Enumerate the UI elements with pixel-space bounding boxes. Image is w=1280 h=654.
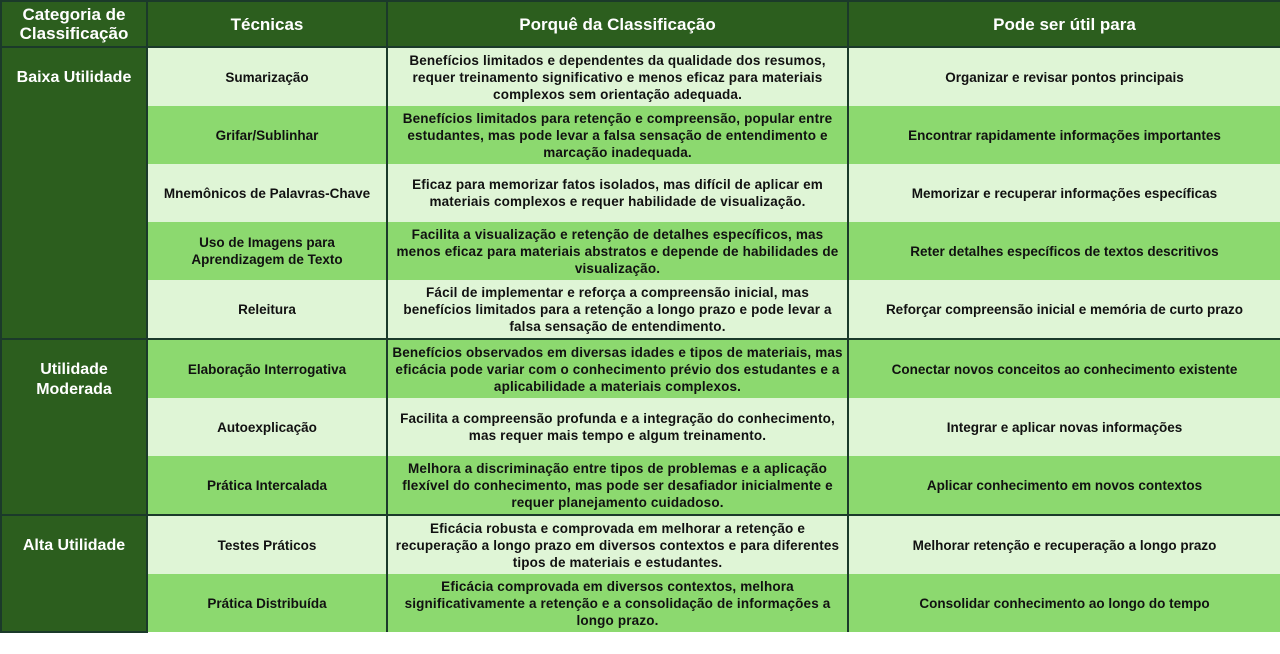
reason-cell: Facilita a visualização e retenção de detalhes específicos, mas menos eficaz para materiais abstratos e depende de habilidades de visualização. [387, 222, 848, 280]
header-technique: Técnicas [147, 1, 387, 47]
technique-cell: Uso de Imagens para Aprendizagem de Texto [147, 222, 387, 280]
table-row [1, 106, 1280, 164]
useful-cell: Consolidar conhecimento ao longo do tempo [848, 574, 1280, 632]
technique-cell: Grifar/Sublinhar [147, 106, 387, 164]
useful-cell: Organizar e revisar pontos principais [848, 47, 1280, 106]
technique-cell: Prática Intercalada [147, 456, 387, 515]
header-reason: Porquê da Classificação [387, 1, 848, 47]
technique-cell: Prática Distribuída [147, 574, 387, 632]
category-cell-high: Alta Utilidade [1, 515, 147, 632]
reason-cell: Facilita a compreensão profunda e a integração do conhecimento, mas requer mais tempo e algum treinamento. [387, 398, 848, 456]
useful-cell: Reforçar compreensão inicial e memória de curto prazo [848, 280, 1280, 339]
reason-cell: Benefícios limitados para retenção e compreensão, popular entre estudantes, mas pode levar a falsa sensação de entendimento e marcação inadequada. [387, 106, 848, 164]
table-row [1, 515, 1280, 574]
reason-cell: Eficácia comprovada em diversos contextos, melhora significativamente a retenção e a consolidação de informações a longo prazo. [387, 574, 848, 632]
useful-cell: Encontrar rapidamente informações importantes [848, 106, 1280, 164]
technique-cell: Mnemônicos de Palavras-Chave [147, 164, 387, 222]
table-row [1, 280, 1280, 339]
header-row [1, 1, 1280, 47]
table-row [1, 47, 1280, 106]
table-row [1, 164, 1280, 222]
table-row [1, 574, 1280, 632]
technique-cell: Elaboração Interrogativa [147, 339, 387, 398]
reason-cell: Fácil de implementar e reforça a compreensão inicial, mas benefícios limitados para a retenção a longo prazo e pode levar a falsa sensação de entendimento. [387, 280, 848, 339]
category-cell-low: Baixa Utilidade [1, 47, 147, 339]
header-category: Categoria de Classificação [1, 1, 147, 47]
reason-cell: Eficácia robusta e comprovada em melhorar a retenção e recuperação a longo prazo em diversos contextos e para diferentes tipos de materiais e estudantes. [387, 515, 848, 574]
technique-cell: Releitura [147, 280, 387, 339]
technique-cell: Testes Práticos [147, 515, 387, 574]
technique-cell: Autoexplicação [147, 398, 387, 456]
useful-cell: Conectar novos conceitos ao conhecimento existente [848, 339, 1280, 398]
reason-cell: Benefícios observados em diversas idades e tipos de materiais, mas eficácia pode variar com o conhecimento prévio dos estudantes e a aplicabilidade a materiais complexos. [387, 339, 848, 398]
reason-cell: Benefícios limitados e dependentes da qualidade dos resumos, requer treinamento significativo e menos eficaz para materiais complexos sem orientação adequada. [387, 47, 848, 106]
table-row [1, 398, 1280, 456]
category-cell-moderate: Utilidade Moderada [1, 339, 147, 515]
reason-cell: Melhora a discriminação entre tipos de problemas e a aplicação flexível do conhecimento, mas pode ser desafiador inicialmente e requer planejamento cuidadoso. [387, 456, 848, 515]
useful-cell: Integrar e aplicar novas informações [848, 398, 1280, 456]
table-row [1, 339, 1280, 398]
table-row [1, 222, 1280, 280]
header-useful: Pode ser útil para [848, 1, 1280, 47]
reason-cell: Eficaz para memorizar fatos isolados, mas difícil de aplicar em materiais complexos e requer habilidade de visualização. [387, 164, 848, 222]
useful-cell: Aplicar conhecimento em novos contextos [848, 456, 1280, 515]
technique-cell: Sumarização [147, 47, 387, 106]
useful-cell: Melhorar retenção e recuperação a longo prazo [848, 515, 1280, 574]
table-row [1, 456, 1280, 515]
useful-cell: Reter detalhes específicos de textos descritivos [848, 222, 1280, 280]
useful-cell: Memorizar e recuperar informações específicas [848, 164, 1280, 222]
